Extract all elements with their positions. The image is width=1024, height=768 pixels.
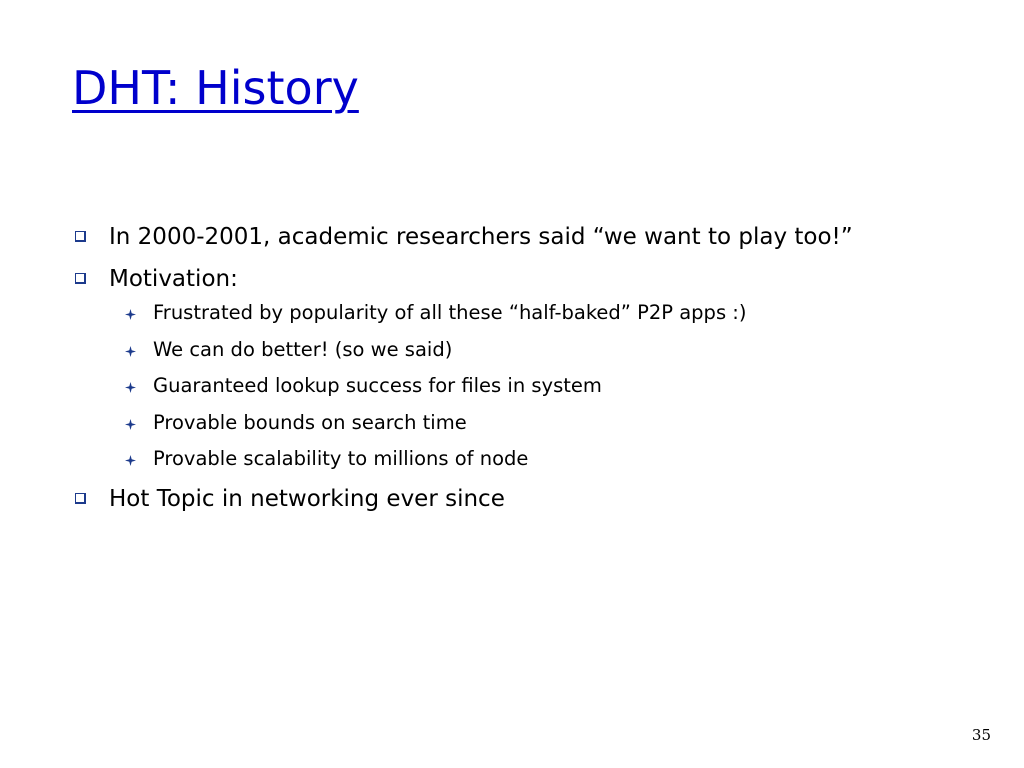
bullet-text: Motivation: <box>109 266 238 292</box>
sub-bullet-text: Guaranteed lookup success for files in system <box>153 374 602 397</box>
square-outline-bullet-icon <box>75 273 86 284</box>
diamond-bullet-icon <box>125 455 136 466</box>
page-number: 35 <box>971 726 991 744</box>
sub-bullet-item <box>119 337 912 363</box>
bullet-item <box>72 264 912 472</box>
diamond-bullet-icon <box>125 309 136 320</box>
sub-bullet-text: Provable bounds on search time <box>153 410 467 434</box>
sub-bullet-item <box>119 300 912 326</box>
bullet-item <box>72 484 912 514</box>
sub-bullet-item <box>119 410 912 436</box>
diamond-bullet-icon <box>125 346 136 357</box>
sub-bullet-list <box>119 300 912 472</box>
sub-bullet-text: Frustrated by popularity of all these “half-baked” P2P apps :) <box>153 301 747 324</box>
square-outline-bullet-icon <box>75 231 86 242</box>
sub-bullet-item <box>119 373 912 399</box>
sub-bullet-text: Provable scalability to millions of node <box>153 447 529 470</box>
diamond-bullet-icon <box>125 419 136 430</box>
slide-title: DHT: History <box>72 61 359 115</box>
bullet-text: Hot Topic in networking ever since <box>109 486 505 512</box>
bullet-list <box>72 222 912 526</box>
sub-bullet-text: We can do better! (so we said) <box>153 337 453 361</box>
bullet-item <box>72 222 912 252</box>
bullet-text: In 2000-2001, academic researchers said “we want to play too!” <box>109 224 853 250</box>
sub-bullet-item <box>119 446 912 472</box>
square-outline-bullet-icon <box>75 493 86 504</box>
diamond-bullet-icon <box>125 382 136 393</box>
